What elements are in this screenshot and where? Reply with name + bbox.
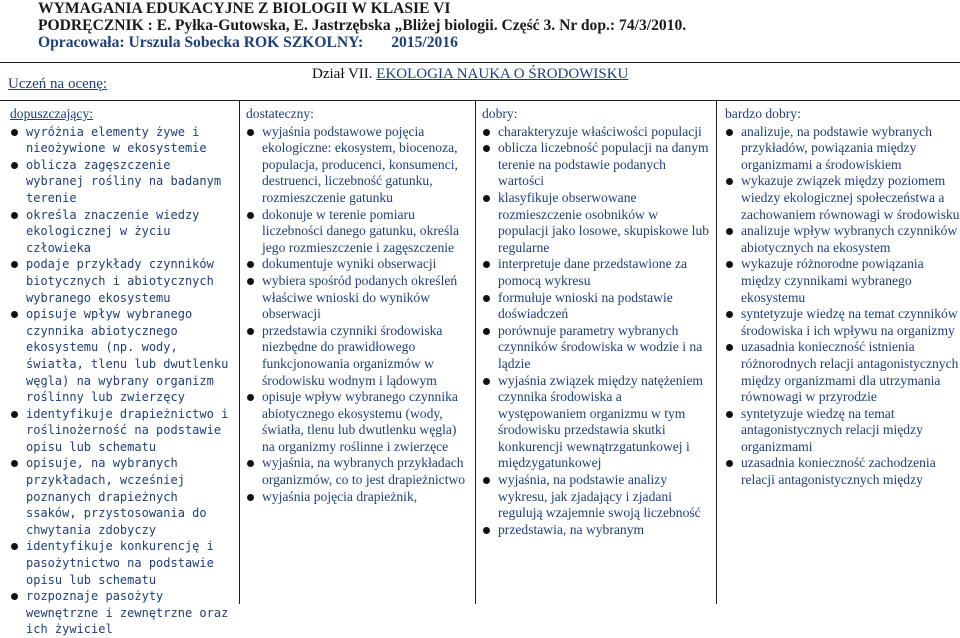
requirement-item: analizuje wpływ wybranych czynników abiotycznych na ekosystem	[725, 223, 960, 256]
requirement-item: wyjaśnia związek między natężeniem czynnika środowiska a występowaniem organizmu w tym środowisku przedstawia skutki konkurencji wewnątrzgatunkowej i międzygatunkowej	[482, 373, 710, 473]
section-title	[312, 66, 628, 83]
column-divider	[475, 100, 476, 604]
grade-heading: dostateczny:	[246, 106, 314, 121]
student-grade-label: Uczeń na ocenę:	[8, 76, 108, 92]
requirement-item: oblicza zagęszczenie wybranej rośliny na badanym terenie	[10, 157, 235, 207]
requirement-item: wykazuje różnorodne powiązania między czynnikami wybranego ekosystemu	[725, 256, 960, 306]
header-title: WYMAGANIA EDUKACYJNE Z BIOLOGII W KLASIE VI	[38, 0, 451, 17]
requirements-list	[725, 124, 960, 489]
requirement-item: określa znaczenie wiedzy ekologicznej w życiu człowieka	[10, 207, 235, 257]
column-divider	[716, 100, 717, 604]
requirement-item: identyfikuje drapieżnictwo i roślinożerność na podstawie opisu lub schematu	[10, 406, 235, 456]
header-author	[38, 34, 686, 51]
header-textbook: PODRĘCZNIK : E. Pyłka-Gutowska, E. Jastrzębska „Bliżej biologii. Część 3. Nr dop.: 74/3/2010.	[38, 17, 687, 34]
requirement-item: wyjaśnia pojęcia drapieżnik,	[246, 489, 470, 506]
requirement-item: wybiera spośród podanych określeń właściwe wnioski do wyników obserwacji	[246, 273, 470, 323]
requirement-item: wyjaśnia podstawowe pojęcia ekologiczne: ekosystem, biocenoza, populacja, producenci, konsumenci, destruenci, liczebność gatunku, rozmieszczenie gatunku	[246, 124, 470, 207]
requirement-item: analizuje, na podstawie wybranych przykładów, powiązania między organizmami a środowiskiem	[725, 124, 960, 174]
requirement-item: dokumentuje wyniki obserwacji	[246, 256, 470, 273]
requirement-item: wyjaśnia, na wybranych przykładach organizmów, co to jest drapieżnictwo	[246, 455, 470, 488]
requirement-item: syntetyzuje wiedzę na temat antagonistycznych relacji między organizmami	[725, 406, 960, 456]
requirement-item: rozpoznaje pasożyty wewnętrzne i zewnętrzne oraz ich żywiciel	[10, 588, 235, 638]
requirement-item: uzasadnia konieczność istnienia różnorodnych relacji antagonistycznych między organizmami dla utrzymania równowagi w przyrodzie	[725, 339, 960, 405]
requirement-item: wykazuje związek między poziomem wiedzy ekologicznej społeczeństwa a zachowaniem równowagi w środowisku	[725, 173, 960, 223]
grade-column-dopuszczajacy	[10, 106, 235, 638]
requirement-item: wyjaśnia, na podstawie analizy wykresu, jak zjadający i zjadani regulują wzajemnie swoją liczebność	[482, 472, 710, 522]
grade-column-dobry	[482, 106, 710, 538]
requirement-item: podaje przykłady czynników biotycznych i abiotycznych wybranego ekosystemu	[10, 256, 235, 306]
grade-column-dostateczny	[246, 106, 470, 505]
requirement-item: porównuje parametry wybranych czynników środowiska w wodzie i na lądzie	[482, 323, 710, 373]
requirements-list	[10, 124, 235, 638]
column-divider	[239, 100, 240, 604]
table-top-rule	[0, 62, 960, 63]
requirements-list	[482, 124, 710, 539]
grade-heading: dopuszczający:	[10, 106, 94, 121]
header-school-year: 2015/2016	[391, 34, 458, 51]
requirement-item: syntetyzuje wiedzę na temat czynników środowiska i ich wpływu na organizmy	[725, 306, 960, 339]
table-header-rule	[0, 100, 960, 101]
requirement-item: charakteryzuje właściwości populacji	[482, 124, 710, 141]
requirement-item: uzasadnia konieczność zachodzenia relacji antagonistycznych między	[725, 455, 960, 488]
grade-heading: bardzo dobry:	[725, 106, 801, 121]
requirement-item: formułuje wnioski na podstawie doświadczeń	[482, 290, 710, 323]
section-topic: EKOLOGIA NAUKA O ŚRODOWISKU	[376, 66, 629, 82]
section-prefix: Dział VII.	[312, 66, 377, 82]
requirement-item: klasyfikuje obserwowane rozmieszczenie osobników w populacji jako losowe, skupiskowe lub regularne	[482, 190, 710, 256]
requirement-item: opisuje wpływ wybranego czynnika abiotycznego ekosystemu (wody, światła, tlenu lub dwutlenku węgla) na organizmy roślinne i zwierzęce	[246, 389, 470, 455]
requirement-item: opisuje, na wybranych przykładach, wcześniej poznanych drapieżnych ssaków, przystosowania do chwytania zdobyczy	[10, 455, 235, 538]
requirement-item: identyfikuje konkurencję i pasożytnictwo na podstawie opisu lub schematu	[10, 538, 235, 588]
requirement-item: opisuje wpływ wybranego czynnika abiotycznego ekosystemu (np. wody, światła, tlenu lub dwutlenku węgla) na wybrany organizm roślinny lub zwierzęcy	[10, 306, 235, 406]
requirement-item: oblicza liczebność populacji na danym terenie na podstawie podanych wartości	[482, 140, 710, 190]
requirement-item: interpretuje dane przedstawione za pomocą wykresu	[482, 256, 710, 289]
document-header	[38, 0, 686, 51]
requirement-item: przedstawia, na wybranym	[482, 522, 710, 539]
requirements-list	[246, 124, 470, 506]
grade-heading: dobry:	[482, 106, 518, 121]
requirement-item: przedstawia czynniki środowiska niezbędne do prawidłowego funkcjonowania organizmów w środowisku wodnym i lądowym	[246, 323, 470, 389]
grade-column-bardzo-dobry	[725, 106, 960, 489]
header-author-text: Opracowała: Urszula Sobecka ROK SZKOLNY:	[38, 34, 364, 51]
requirement-item: wyróżnia elementy żywe i nieożywione w ekosystemie	[10, 124, 235, 157]
requirement-item: dokonuje w terenie pomiaru liczebności danego gatunku, określa jego rozmieszczenie i zagęszczenie	[246, 207, 470, 257]
